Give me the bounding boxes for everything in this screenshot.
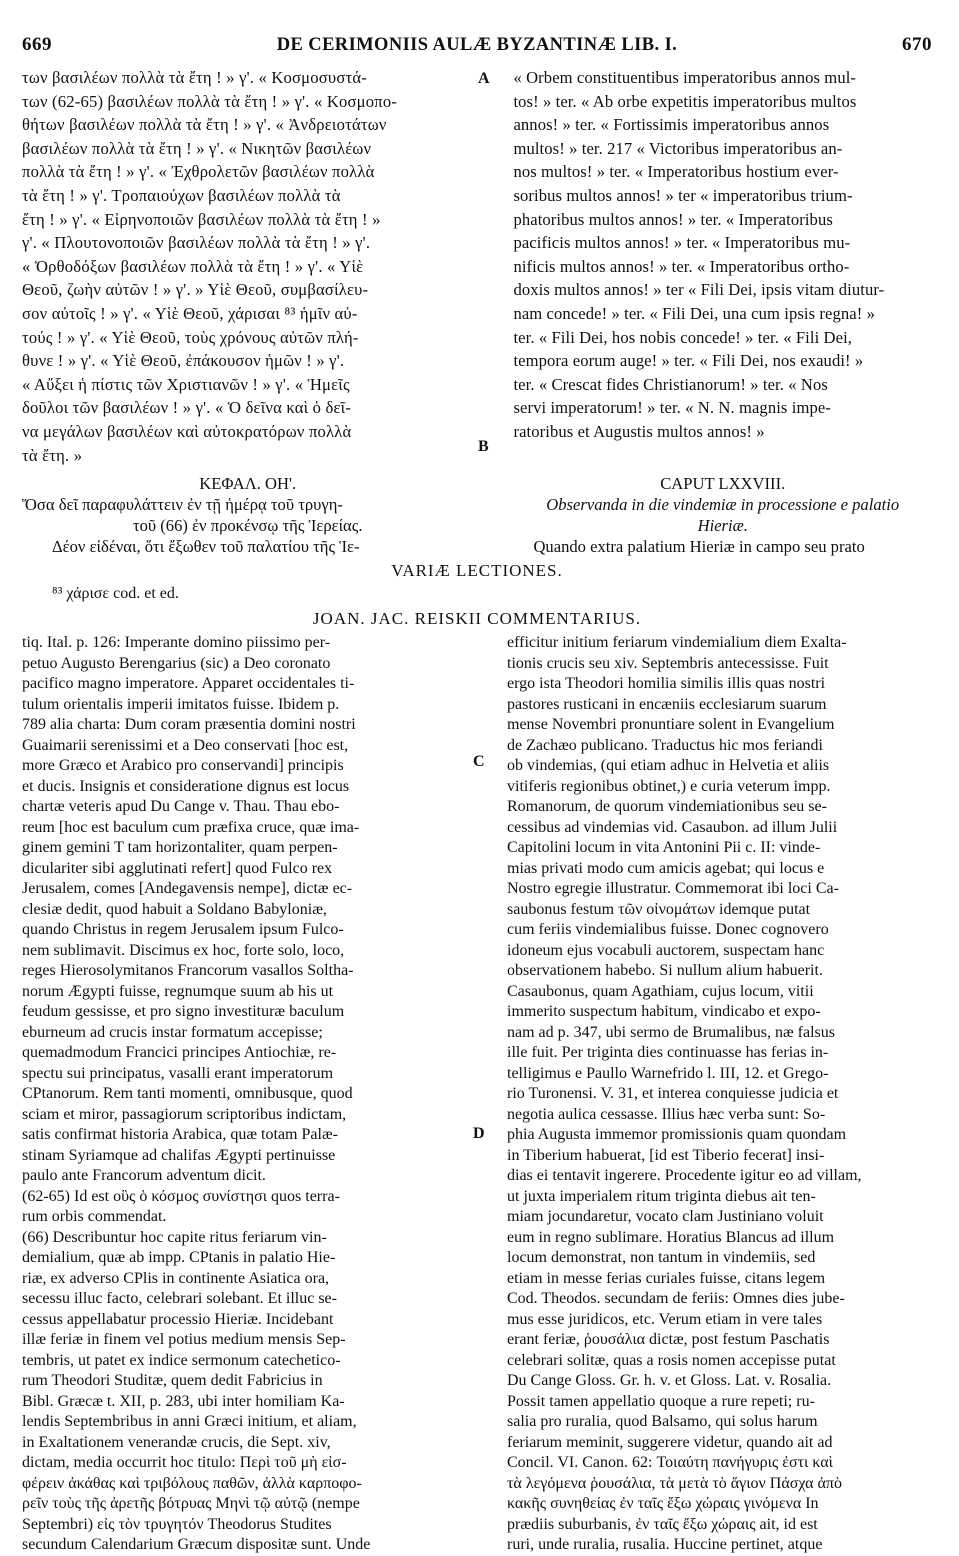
greek-text-line: να μεγάλων βασιλέων καὶ αὐτοκρατόρων πολλὰ xyxy=(22,421,352,441)
commentary-line: (62-65) Id est οὓς ὁ κόσμος συνίστησι quos terra- xyxy=(22,1187,340,1205)
greek-text-line: δοῦλοι τῶν βασιλέων ! » γ'. « Ὁ δεῖνα καὶ ὁ δεῖ- xyxy=(22,398,352,418)
commentary-line: salia pro ruralia, quod Balsamo, qui solus harum xyxy=(507,1413,818,1431)
greek-text-line: σον αὐτοῖς ! » γ'. « Υἱὲ Θεοῦ, χάρισαι ⁸³ ἡμῖν αὐ- xyxy=(22,303,358,323)
commentary-line: telligimus e Paullo Warnefrido l. III, 12. et Grego- xyxy=(507,1064,829,1082)
commentary-line: ob vindemias, (qui etiam adhuc in Helvetia et aliis xyxy=(507,757,830,775)
greek-text-line: των βασιλέων πολλὰ τὰ ἔτη ! » γ'. « Κοσμοσυστά- xyxy=(22,68,367,87)
latin-text-line: phatoribus multos annos! » ter. « Imperatoribus xyxy=(513,209,833,229)
commentary-line: ρεῖν τοὺς τῆς ἀρετῆς βότρυας Μηνὶ τῷ αὐτῷ (nempe xyxy=(22,1495,360,1513)
commentary-line: efficitur initium feriarum vindemialium diem Exalta- xyxy=(507,634,847,652)
commentary-line: stinam Syriamque ad chalifas Ægypti pertinuisse xyxy=(22,1146,336,1164)
greek-text-line: των (62-65) βασιλέων πολλὰ τὰ ἔτη ! » γ'. « Κοσμοπο- xyxy=(22,91,398,111)
commentary-line: Possit tamen appellatio quoque a rure repeti; ru- xyxy=(507,1392,815,1410)
commentary-line: illæ feriæ in finem vel potius medium mensis Sep- xyxy=(22,1331,346,1349)
commentary-line: tionis crucis seu xiv. Septembris antecessisse. Fuit xyxy=(507,654,829,672)
commentary-line: rum orbis commendat. xyxy=(22,1208,167,1226)
commentary-line: satis confirmat historia Arabica, quæ totam Palæ- xyxy=(22,1126,338,1144)
commentary-line: κακῆς συνηθείας ἐν ταῖς ἔξω χώραις γινόμενα In xyxy=(507,1495,819,1513)
commentary-line: rum Theodori Studitæ, quem dedit Fabricius in xyxy=(22,1372,323,1390)
latin-text-line: nificis multos annos! » ter. « Imperatoribus ortho- xyxy=(513,256,850,276)
greek-text-line: « Ὀρθοδόξων βασιλέων πολλὰ τὰ ἔτη ! » γ'. « Υἱὲ xyxy=(22,256,364,276)
commentary-line: eum in regno sublimare. Horatius Blancus ad illum xyxy=(507,1228,835,1246)
latin-chapter-subtitle-2: Hieriæ. xyxy=(697,516,748,536)
latin-text-line: tempora eorum auge! » ter. « Fili Dei, nos exaudi! » xyxy=(513,351,864,371)
commentary-line: cessibus ad vindemias vid. Casaubon. ad illum Julii xyxy=(507,818,838,836)
latin-text-line: ratoribus et Augustis multos annos! » xyxy=(513,421,765,441)
margin-letter-d: D xyxy=(473,1125,485,1143)
latin-text-line: ter. « Fili Dei, hos nobis concede! » ter. « Fili Dei, xyxy=(513,327,853,347)
greek-column xyxy=(22,66,473,467)
commentary-line: Jerusalem, comes [Andegavensis nempe], dictæ ec- xyxy=(22,880,353,898)
margin-letter-b: B xyxy=(478,438,489,455)
commentary-line: ergo ista Theodori homilia similis illis quas nostri xyxy=(507,675,826,693)
top-text-columns xyxy=(22,66,932,467)
latin-text-line: annos! » ter. « Fortissimis imperatoribus annos xyxy=(513,115,830,135)
commentary-line: (66) Describuntur hoc capite ritus feriarum vin- xyxy=(22,1228,327,1246)
commentary-line: quando Christus in regem Jerusalem ipsum Fulco- xyxy=(22,921,344,939)
commentary-line: cum feriis vindemialibus fuisse. Donec cognovero xyxy=(507,921,829,939)
commentary-line: Bibl. Græcæ t. XII, p. 283, ubi inter homiliam Ka- xyxy=(22,1392,345,1410)
commentary-line: Casaubonus, quam Agathiam, cujus locum, vitii xyxy=(507,982,814,1000)
greek-text-line: θυνε ! » γ'. « Υἱὲ Θεοῦ, ἐπάκουσον ἡμῶν ! » γ'. xyxy=(22,351,345,371)
commentary-line: in Tiberium habuerat, [id est Tiberio fecerat] insi- xyxy=(507,1146,825,1164)
variae-lectiones-heading: VARIÆ LECTIONES. xyxy=(391,561,563,581)
latin-text-line: soribus multos annos! » ter « imperatoribus trium- xyxy=(513,185,853,205)
commentary-line: paulo ante Francorum adventum dicit. xyxy=(22,1167,266,1185)
greek-text-line: « Αὔξει ἡ πίστις τῶν Χριστιανῶν ! » γ'. « Ἡμεῖς xyxy=(22,374,350,394)
commentary-line: negotia aulica cessasse. Illius hæc verba sunt: So- xyxy=(507,1105,826,1123)
greek-chapter-heading: ΚΕΦΑΛ. ΟΗ'. xyxy=(199,474,297,494)
variant-note: ⁸³ χάρισε cod. et ed. xyxy=(52,585,179,603)
commentary-line: saubonus festum τῶν οἰνομάτων idemque putat xyxy=(507,900,811,918)
commentary-line: Romanorum, de quorum vindemiationibus seu se- xyxy=(507,798,827,816)
commentary-line: more Græco et Arabico pro conservandi] principis xyxy=(22,757,344,775)
commentary-line: Du Cange Gloss. Gr. h. v. et Gloss. Lat. v. Rosalia. xyxy=(507,1372,832,1390)
latin-text-line: doxis multos annos! » ter « Fili Dei, ipsis vitam diutur- xyxy=(513,280,885,300)
commentary-line: celebrari solitæ, quas a rosis nomen accepisse putat xyxy=(507,1351,836,1369)
commentary-line: Guaimarii serenissimi et a Deo conservati [hoc est, xyxy=(22,736,349,754)
commentary-line: tiq. Ital. p. 126: Imperante domino piissimo per- xyxy=(22,634,331,652)
commentary-line: cessus appellabatur processio Hieriæ. Incidebant xyxy=(22,1310,334,1328)
commentary-line: CPtanorum. Rem tanti momenti, omnibusque, quod xyxy=(22,1085,353,1103)
commentary-line: mense Novembri pronuntiare solent in Evangelium xyxy=(507,716,835,734)
latin-text-line: ter. « Crescat fides Christianorum! » ter. « Nos xyxy=(513,374,828,394)
latin-column xyxy=(513,66,932,467)
latin-chapter-body: Quando extra palatium Hieriæ in campo seu prato xyxy=(533,537,865,557)
commentary-line: secundum Calendarium Græcum dispositæ sunt. Unde xyxy=(22,1536,371,1554)
commentary-line: 789 alia charta: Dum coram præsentia domini nostri xyxy=(22,716,356,734)
greek-text-line: τούς ! » γ'. « Υἱὲ Θεοῦ, τοὺς χρόνους αὐτῶν πλή- xyxy=(22,327,359,347)
latin-text-line: tos! » ter. « Ab orbe expetitis imperatoribus multos xyxy=(513,91,857,111)
margin-letter-c: C xyxy=(473,753,485,771)
commentary-line: reum [hoc est baculum cum præfixa cruce, quæ ima- xyxy=(22,818,360,836)
greek-text-line: τὰ ἔτη. » xyxy=(22,445,83,465)
latin-chapter-heading: CAPUT LXXVIII. xyxy=(660,474,786,494)
commentary-line: mus esse juridicos, etc. Verum etiam in vere tales xyxy=(507,1310,823,1328)
commentary-line: de Zachæo publicano. Traductus hic mos feriandi xyxy=(507,736,823,754)
commentary-line: Capitolini locum in vita Antonini Pii c. II: vinde- xyxy=(507,839,821,857)
greek-text-line: ἔτη ! » γ'. « Εἰρηνοποιῶν βασιλέων πολλὰ τὰ ἔτη ! » xyxy=(22,209,381,229)
commentary-line: feudum gessisse, et pro signo investituræ baculum xyxy=(22,1003,345,1021)
commentary-line: lendis Septembribus in anni Græci initium, et aliam, xyxy=(22,1413,357,1431)
commentary-line: nam ad p. 347, ubi sermo de Brumalibus, næ falsus xyxy=(507,1023,835,1041)
commentary-line: chartæ veteris apud Du Cange v. Thau. Thau ebo- xyxy=(22,798,340,816)
commentary-line: norum Ægypti fuisse, regnumque suum ab his ut xyxy=(22,982,334,1000)
commentary-line: idoneum ejus vocabuli auctorem, suspectam hanc xyxy=(507,941,825,959)
commentary-line: Septembri) εἰς τὸν τρυγητόν Theodorus Studites xyxy=(22,1515,332,1533)
latin-text-line: pacificis multos annos! » ter. « Imperatoribus mu- xyxy=(513,233,851,253)
commentary-line: quemadmodum Francici principes Antiochiæ, re- xyxy=(22,1044,337,1062)
chapter-heading-row xyxy=(22,473,932,557)
commentary-line: sciam et miror, passagiorum scriptoribus indictam, xyxy=(22,1105,347,1123)
commentary-line: erant feriæ, ῥουσάλια dictæ, post festum Paschatis xyxy=(507,1331,830,1349)
commentary-line: diculariter sibi agglutinati refert] quod Fulco rex xyxy=(22,859,333,877)
commentary-line: observationem habebo. Si nullum alium habuerit. xyxy=(507,962,823,980)
latin-text-line: servi imperatorum! » ter. « N. N. magnis impe- xyxy=(513,398,831,418)
latin-text-line: multos! » ter. 217 « Victoribus imperatoribus an- xyxy=(513,138,843,158)
commentary-line: prædiis suburbanis, ἐν ταῖς ἔξω χώραις ait, id est xyxy=(507,1515,818,1533)
greek-chapter-body: Δέον εἰδέναι, ὅτι ἔξωθεν τοῦ παλατίου τῆς Ἱε- xyxy=(52,537,360,557)
commentary-line: et ducis. Insignis et consideratione dignus est locus xyxy=(22,777,350,795)
greek-text-line: θήτων βασιλέων πολλὰ τὰ ἔτη ! » γ'. « Ἀνδρειοτάτων xyxy=(22,115,387,135)
commentary-line: in Exaltationem venerandæ crucis, die Sept. xiv, xyxy=(22,1433,331,1451)
commentary-line: tulum orientalis imperii imitatos fuisse. Ibidem p. xyxy=(22,695,340,713)
commentary-line: mias privati modo cum amicis agebat; qui locus e xyxy=(507,859,825,877)
commentary-line: ut juxta imperialem ritum triginta diebus ait ten- xyxy=(507,1187,816,1205)
greek-text-line: πολλὰ τὰ ἔτη ! » γ'. « Ἐχθρολετῶν βασιλέων πολλὰ xyxy=(22,162,375,182)
commentary-line: pacifico magno imperatore. Apparet occidentales ti- xyxy=(22,675,355,693)
commentary-line: ille fuit. Per triginta dies continuasse has ferias in- xyxy=(507,1044,829,1062)
commentary-line: clesiæ dedit, quod habuit a Soldano Babyloniæ, xyxy=(22,900,327,918)
commentary-heading: JOAN. JAC. REISKII COMMENTARIUS. xyxy=(312,609,642,629)
page-number-left: 669 xyxy=(22,34,52,55)
greek-chapter-subtitle-1: Ὅσα δεῖ παραφυλάττειν ἐν τῇ ἡμέρᾳ τοῦ τρυγη- xyxy=(22,495,343,515)
commentary-line: locum demonstrat, non tantum in vindemiis, sed xyxy=(507,1249,816,1267)
latin-text-line: « Orbem constituentibus imperatoribus annos mul- xyxy=(513,68,857,87)
commentary-line: demialium, quæ ab impp. CPtanis in palatio Hie- xyxy=(22,1249,336,1267)
commentary-line: phia Augusta immemor promissionis quam quondam xyxy=(507,1126,847,1144)
greek-text-line: τὰ ἔτη ! » γ'. Τροπαιούχων βασιλέων πολλὰ τὰ xyxy=(22,185,341,205)
page xyxy=(22,34,932,1556)
page-number-right: 670 xyxy=(901,34,932,55)
commentary-line: riæ, ex adverso CPlis in continente Asiatica ora, xyxy=(22,1269,330,1287)
running-header xyxy=(22,34,932,64)
margin-letter-a: A xyxy=(478,70,490,87)
commentary-line: feriarum meminit, suggerere videtur, quando ait ad xyxy=(507,1433,833,1451)
commentary-line: ruri, unde ruralia, rusalia. Huccine pertinet, atque xyxy=(507,1536,823,1554)
commentary-line: rio Turonensi. V. 31, et interea conquiesse judicia et xyxy=(507,1085,839,1103)
commentary-line: etiam in messe ferias curiales fuisse, citans legem xyxy=(507,1269,826,1287)
commentary-line: pastores rusticani in encæniis ecclesiarum suarum xyxy=(507,695,827,713)
commentary-line: dictam, media occurrit hoc titulo: Περὶ τοῦ μὴ εἰσ- xyxy=(22,1454,347,1472)
running-title: DE CERIMONIIS AULÆ BYZANTINÆ LIB. I. xyxy=(276,35,678,55)
commentary-line: vitiferis regionibus obtinet,) e curia veterum impp. xyxy=(507,777,831,795)
commentary-line: tembris, ut patet ex indice sermonum catechetico- xyxy=(22,1351,341,1369)
greek-chapter-subtitle-2: τοῦ (66) ἐν προκένσῳ τῆς Ἱερείας. xyxy=(132,516,363,536)
commentary-line: Concil. VI. Canon. 62: Τοιαύτη πανήγυρις ἐστι καὶ xyxy=(507,1454,833,1472)
commentary-right-column xyxy=(507,633,932,1556)
commentary-line: spectu sui principatus, vasalli erant imperatorum xyxy=(22,1064,334,1082)
commentary-line: τὰ λεγόμενα ῥουσάλια, τὰ μετὰ τὸ ἅγιον Πάσχα ἀπὸ xyxy=(507,1474,842,1492)
commentary-line: dias ei tentavit ingerere. Procedente igitur eo ad villam, xyxy=(507,1167,862,1185)
commentary-line: Nostro egregie illustratur. Commemorat ibi loci Ca- xyxy=(507,880,839,898)
commentary-line: nem sublimavit. Discimus ex hoc, forte solo, loco, xyxy=(22,941,345,959)
commentary-line: Cod. Theodos. secundam de feriis: Omnes dies jube- xyxy=(507,1290,845,1308)
latin-chapter-subtitle-1: Observanda in die vindemiæ in processione e palatio xyxy=(546,495,900,515)
greek-text-line: Θεοῦ, ζωὴν αὐτῶν ! » γ'. » Υἱὲ Θεοῦ, συμβασίλευ- xyxy=(22,280,369,300)
commentary-line: eburneum ad crucis instar formatum accepisse; xyxy=(22,1023,323,1041)
commentary-line: ginem gemini T tam horizontaliter, quam perpen- xyxy=(22,839,338,857)
latin-text-line: nos multos! » ter. « Imperatoribus hostium ever- xyxy=(513,162,839,182)
commentary-line: petuo Augusto Berengarius (sic) a Deo coronato xyxy=(22,654,331,672)
greek-text-line: γ'. « Πλουτονοποιῶν βασιλέων πολλὰ τὰ ἔτη ! » γ'. xyxy=(22,233,371,253)
commentary-line: immerito suspectum habitum, vindicabo et expo- xyxy=(507,1003,821,1021)
commentary-left-column xyxy=(22,633,470,1556)
commentary-line: secessu illuc facto, celebrari solebant. Et illuc se- xyxy=(22,1290,337,1308)
commentary-columns xyxy=(22,633,932,1556)
latin-text-line: nam concede! » ter. « Fili Dei, una cum ipsis regna! » xyxy=(513,303,876,323)
commentary-line: miam jocundaretur, vocato clam Justiniano voluit xyxy=(507,1208,824,1226)
commentary-line: reges Hierosolymitanos Francorum vasallos Soltha- xyxy=(22,962,354,980)
greek-text-line: βασιλέων πολλὰ τὰ ἔτη ! » γ'. « Νικητῶν βασιλέων xyxy=(22,138,372,158)
commentary-line: φέρειν ἀκάθας καὶ τριβόλους παθῶν, ἀλλὰ καρποφο- xyxy=(22,1474,362,1492)
